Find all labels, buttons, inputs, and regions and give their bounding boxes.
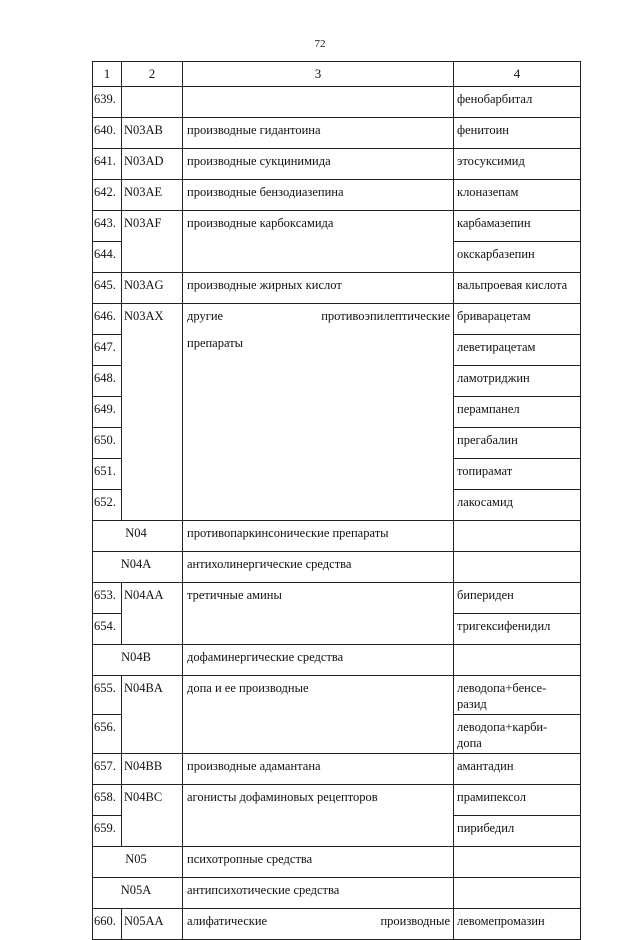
- atc-code: N04BA: [122, 676, 183, 715]
- header-col-3: 3: [183, 62, 454, 87]
- drug-name: [454, 645, 581, 676]
- drug-name: лакосамид: [454, 490, 581, 521]
- atc-code: [122, 816, 183, 847]
- drug-name: [454, 521, 581, 552]
- row-number: 649.: [93, 397, 122, 428]
- drug-name-line-2: допа: [457, 736, 482, 750]
- atc-code: N05AA: [122, 909, 183, 940]
- drug-name: окскарбазепин: [454, 242, 581, 273]
- drug-classification-table: [92, 61, 581, 940]
- drug-name: пирибедил: [454, 816, 581, 847]
- group-header-row: [93, 645, 581, 676]
- atc-code: [122, 614, 183, 645]
- group-name: агонисты дофаминовых рецепторов: [183, 785, 454, 816]
- atc-code: N03AB: [122, 118, 183, 149]
- drug-name: фенобарбитал: [454, 87, 581, 118]
- group-name: производные адамантана: [183, 754, 454, 785]
- group-header-row: [93, 878, 581, 909]
- table-row: [93, 180, 581, 211]
- atc-code: [122, 242, 183, 273]
- header-col-4: 4: [454, 62, 581, 87]
- row-number: 643.: [93, 211, 122, 242]
- atc-code: N04BB: [122, 754, 183, 785]
- atc-code: [122, 366, 183, 397]
- row-number: 652.: [93, 490, 122, 521]
- drug-name: топирамат: [454, 459, 581, 490]
- row-number: 658.: [93, 785, 122, 816]
- row-number: 644.: [93, 242, 122, 273]
- row-number: 654.: [93, 614, 122, 645]
- table-row: [93, 754, 581, 785]
- drug-name: ламотриджин: [454, 366, 581, 397]
- drug-name: вальпроевая кислота: [454, 273, 581, 304]
- drug-name: [454, 676, 581, 715]
- table-row: [93, 149, 581, 180]
- row-number: 642.: [93, 180, 122, 211]
- table-row: [93, 785, 581, 816]
- group-header-row: [93, 552, 581, 583]
- row-number: 659.: [93, 816, 122, 847]
- atc-code: N04AA: [122, 583, 183, 614]
- page-number: 72: [314, 38, 326, 50]
- atc-code: N04: [93, 521, 183, 552]
- group-name: производные сукцинимида: [183, 149, 454, 180]
- group-name: [183, 366, 454, 397]
- table-row: [93, 118, 581, 149]
- atc-code: [122, 428, 183, 459]
- table-row: [93, 211, 581, 242]
- drug-name-line-1: леводопа+карби-: [457, 720, 548, 734]
- drug-name: левомепромазин: [454, 909, 581, 940]
- drug-name-line-1: леводопа+бенсе-: [457, 681, 547, 695]
- group-name: другие противоэпилептические: [183, 304, 454, 335]
- group-name: [183, 459, 454, 490]
- drug-name: перампанел: [454, 397, 581, 428]
- atc-code: [122, 715, 183, 754]
- table-row: [93, 459, 581, 490]
- table-row: [93, 335, 581, 366]
- table-row: [93, 816, 581, 847]
- group-name: [183, 397, 454, 428]
- row-number: 653.: [93, 583, 122, 614]
- atc-code: N05A: [93, 878, 183, 909]
- drug-name-line-2: разид: [457, 697, 487, 711]
- table-row: [93, 242, 581, 273]
- group-name: [183, 715, 454, 754]
- row-number: 641.: [93, 149, 122, 180]
- row-number: 656.: [93, 715, 122, 754]
- drug-name: [454, 552, 581, 583]
- group-name: [183, 87, 454, 118]
- group-header-row: [93, 521, 581, 552]
- atc-code: N03AX: [122, 304, 183, 335]
- group-name: [183, 428, 454, 459]
- group-name: противопаркинсонические препараты: [183, 521, 454, 552]
- group-name: производные карбоксамида: [183, 211, 454, 242]
- atc-code: N04BC: [122, 785, 183, 816]
- atc-code: [122, 397, 183, 428]
- drug-name: [454, 878, 581, 909]
- group-header-row: [93, 847, 581, 878]
- atc-code: [122, 490, 183, 521]
- table-row: [93, 909, 581, 940]
- drug-name: [454, 847, 581, 878]
- table-row: [93, 273, 581, 304]
- row-number: 640.: [93, 118, 122, 149]
- row-number: 648.: [93, 366, 122, 397]
- drug-name: [454, 715, 581, 754]
- atc-code: [122, 87, 183, 118]
- row-number: 650.: [93, 428, 122, 459]
- group-name: производные бензодиазепина: [183, 180, 454, 211]
- drug-name: леветирацетам: [454, 335, 581, 366]
- group-name: допа и ее производные: [183, 676, 454, 715]
- row-number: 639.: [93, 87, 122, 118]
- drug-name: амантадин: [454, 754, 581, 785]
- table-row: [93, 614, 581, 645]
- atc-code: N03AG: [122, 273, 183, 304]
- drug-name: клоназепам: [454, 180, 581, 211]
- drug-name: бипериден: [454, 583, 581, 614]
- table-row: [93, 490, 581, 521]
- table-row: [93, 87, 581, 118]
- drug-name: бриварацетам: [454, 304, 581, 335]
- atc-code: N03AF: [122, 211, 183, 242]
- group-name-continuation: препараты: [183, 335, 454, 366]
- group-name: [183, 242, 454, 273]
- table-row: [93, 397, 581, 428]
- group-name: [183, 816, 454, 847]
- row-number: 646.: [93, 304, 122, 335]
- table-row: [93, 366, 581, 397]
- drug-name: прегабалин: [454, 428, 581, 459]
- table-header-row: [93, 62, 581, 87]
- table-row: [93, 676, 581, 715]
- drug-name: прамипексол: [454, 785, 581, 816]
- row-number: 647.: [93, 335, 122, 366]
- group-name: психотропные средства: [183, 847, 454, 878]
- table-row: [93, 304, 581, 335]
- table-row: [93, 715, 581, 754]
- atc-code: [122, 335, 183, 366]
- group-name: производные гидантоина: [183, 118, 454, 149]
- atc-code: N04A: [93, 552, 183, 583]
- drug-name: фенитоин: [454, 118, 581, 149]
- group-name: антипсихотические средства: [183, 878, 454, 909]
- group-name: дофаминергические средства: [183, 645, 454, 676]
- atc-code: N05: [93, 847, 183, 878]
- row-number: 660.: [93, 909, 122, 940]
- drug-name: этосуксимид: [454, 149, 581, 180]
- group-name: антихолинергические средства: [183, 552, 454, 583]
- group-name: [183, 614, 454, 645]
- group-name: производные жирных кислот: [183, 273, 454, 304]
- atc-code: [122, 459, 183, 490]
- atc-code: N03AD: [122, 149, 183, 180]
- header-col-2: 2: [122, 62, 183, 87]
- row-number: 645.: [93, 273, 122, 304]
- group-name: третичные амины: [183, 583, 454, 614]
- drug-name: тригексифенидил: [454, 614, 581, 645]
- group-name: алифатические производные: [183, 909, 454, 940]
- atc-code: N04B: [93, 645, 183, 676]
- row-number: 655.: [93, 676, 122, 715]
- drug-name: карбамазепин: [454, 211, 581, 242]
- table-row: [93, 583, 581, 614]
- row-number: 657.: [93, 754, 122, 785]
- table-row: [93, 428, 581, 459]
- row-number: 651.: [93, 459, 122, 490]
- group-name: [183, 490, 454, 521]
- atc-code: N03AE: [122, 180, 183, 211]
- header-col-1: 1: [93, 62, 122, 87]
